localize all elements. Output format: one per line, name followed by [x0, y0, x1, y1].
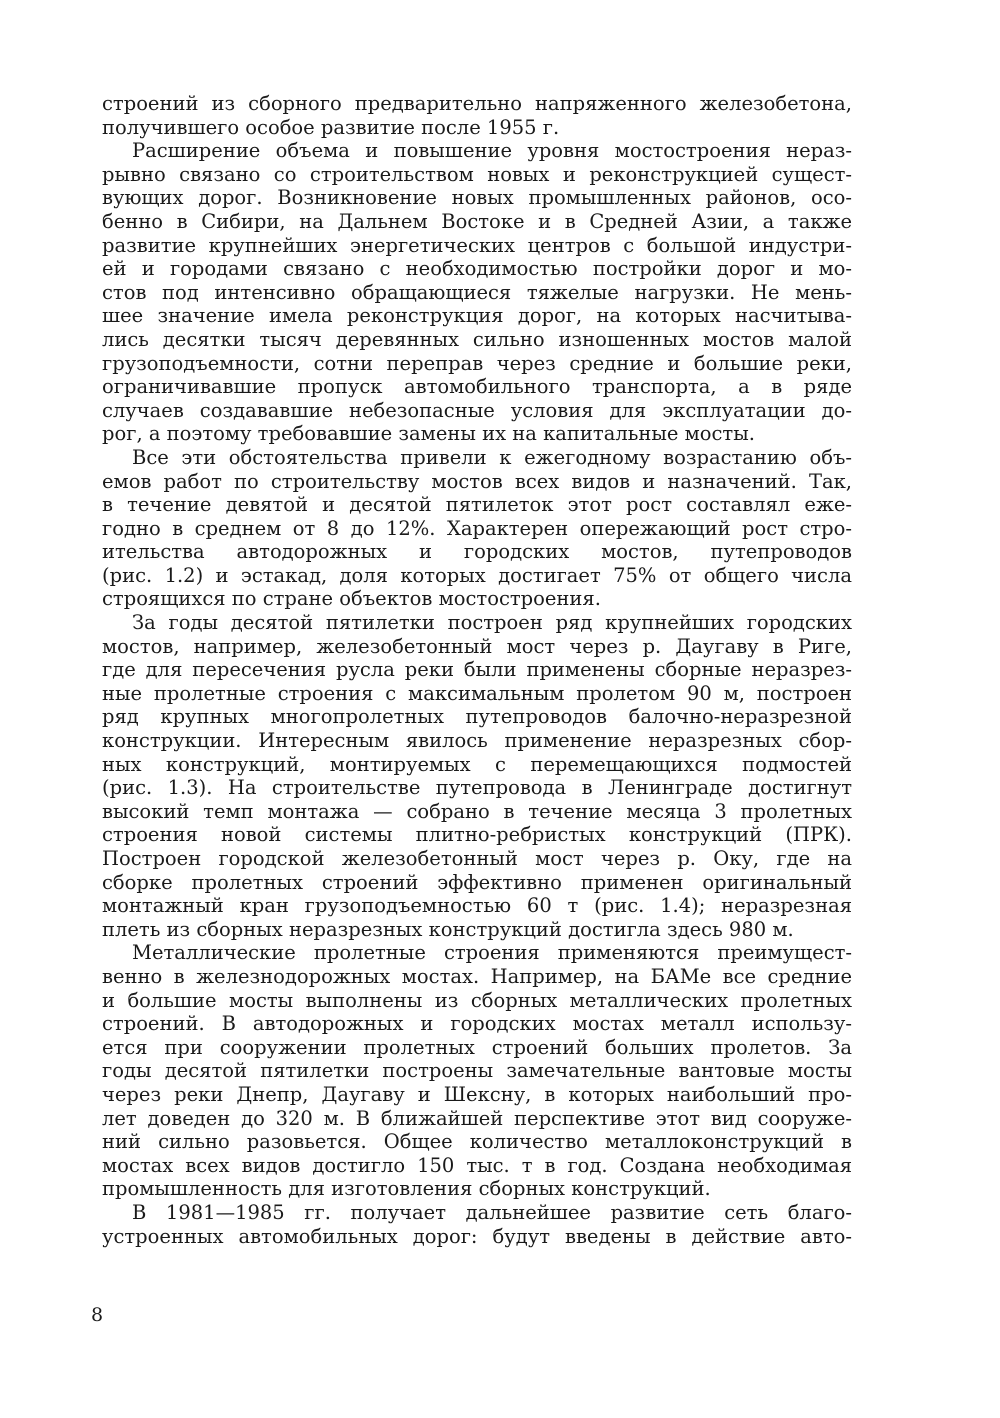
text-line: Металлические пролетные строения применяются преимущест- — [132, 941, 852, 965]
paragraph-2 — [102, 139, 852, 446]
text-line: лись десятки тысяч деревянных сильно изношенных мостов малой — [102, 327, 852, 351]
text-line: ний сильно разовьется. Общее количество металлоконструкций в — [102, 1130, 852, 1154]
text-line: годы десятой пятилетки построены замечательные вантовые мосты — [102, 1059, 852, 1083]
text-line: строений. В автодорожных и городских мостах металл использу- — [102, 1012, 852, 1036]
text-line: бенно в Сибири, на Дальнем Востоке и в Средней Азии, а также — [102, 209, 852, 233]
text-line: Построен городской железобетонный мост через р. Оку, где на — [102, 847, 852, 870]
text-line: через реки Днепр, Даугаву и Шексну, в которых наибольший про- — [102, 1082, 852, 1106]
text-line: ей и городами связано с необходимостью постройки дорог и мо- — [102, 257, 852, 281]
text-line: емов работ по строительству мостов всех видов и назначений. Так, — [102, 469, 852, 493]
text-line: ных конструкций, монтируемых с перемещающихся подмостей — [102, 752, 852, 776]
text-line: ряд крупных многопролетных путепроводов балочно-неразрезной — [102, 705, 852, 729]
paragraph-4 — [102, 611, 852, 941]
text-line: устроенных автомобильных дорог: будут введены в действие авто- — [102, 1224, 852, 1248]
text-line: случаев создававшие небезопасные условия для эксплуатации до- — [102, 398, 852, 422]
text-line: В 1981—1985 гг. получает дальнейшее развитие сеть благо- — [132, 1200, 852, 1224]
text-line: (рис. 1.2) и эстакад, доля которых достигает 75% от общего числа — [102, 563, 852, 587]
text-line: мостах всех видов достигло 150 тыс. т в год. Создана необходимая — [102, 1153, 852, 1177]
text-line: грузоподъемности, сотни переправ через средние и большие реки, — [102, 351, 852, 375]
text-line: Все эти обстоятельства привели к ежегодному возрастанию объ- — [132, 445, 852, 469]
page-text — [102, 92, 852, 1248]
text-line: ется при сооружении пролетных строений больших пролетов. За — [102, 1035, 852, 1059]
paragraph-6 — [102, 1201, 852, 1248]
page-number: 8 — [91, 1304, 104, 1326]
text-line: строящихся по стране объектов мостостроения. — [102, 587, 601, 611]
text-line: конструкции. Интересным явилось применение неразрезных сбор- — [102, 729, 852, 753]
text-line: рывно связано со строительством новых и реконструкцией сущест- — [102, 162, 852, 186]
text-line: шее значение имела реконструкция дорог, на которых насчитыва- — [102, 304, 852, 328]
text-line: и большие мосты выполнены из сборных металлических пролетных — [102, 988, 852, 1012]
text-line: монтажный кран грузоподъемностью 60 т (рис. 1.4); неразрезная — [102, 894, 852, 918]
text-line: строений из сборного предварительно напряженного железобетона, — [102, 92, 852, 115]
text-line: лет доведен до 320 м. В ближайшей перспективе этот вид сооруже- — [102, 1106, 852, 1130]
text-line: За годы десятой пятилетки построен ряд крупнейших городских — [132, 611, 852, 635]
text-line: высокий темп монтажа — собрано в течение месяца 3 пролетных — [102, 799, 852, 823]
text-line: стов под интенсивно обращающиеся тяжелые нагрузки. Не мень- — [102, 280, 852, 304]
text-line: промышленность для изготовления сборных конструкций. — [102, 1177, 711, 1201]
text-line: рог, а поэтому требовавшие замены их на капитальные мосты. — [102, 422, 755, 446]
paragraph-1 — [102, 92, 852, 139]
text-line: ительства автодорожных и городских мостов, путепроводов — [102, 540, 852, 564]
text-line: плеть из сборных неразрезных конструкций достигла здесь 980 м. — [102, 917, 794, 941]
text-line: строения новой системы плитно-ребристых конструкций (ПРК). — [102, 823, 852, 847]
paragraph-5 — [102, 941, 852, 1201]
text-line: вующих дорог. Возникновение новых промышленных районов, осо- — [102, 186, 852, 210]
text-line: в течение девятой и десятой пятилеток этот рост составлял еже- — [102, 493, 852, 517]
text-line: развитие крупнейших энергетических центров с большой индустри- — [102, 233, 852, 257]
text-line: годно в среднем от 8 до 12%. Характерен опережающий рост стро- — [102, 516, 852, 540]
paragraph-3 — [102, 446, 852, 611]
text-line: мостов, например, железобетонный мост через р. Даугаву в Риге, — [102, 634, 852, 658]
text-line: получившего особое развитие после 1955 г. — [102, 115, 560, 139]
text-line: ограничивавшие пропуск автомобильного транспорта, а в ряде — [102, 375, 852, 399]
text-line: венно в железнодорожных мостах. Например, на БАМе все средние — [102, 964, 852, 988]
text-line: где для пересечения русла реки были применены сборные неразрез- — [102, 658, 852, 682]
text-line: (рис. 1.3). На строительстве путепровода в Ленинграде достигнут — [102, 776, 852, 800]
text-line: ные пролетные строения с максимальным пролетом 90 м, построен — [102, 681, 852, 705]
text-line: сборке пролетных строений эффективно применен оригинальный — [102, 870, 852, 894]
text-line: Расширение объема и повышение уровня мостостроения нераз- — [132, 139, 852, 163]
